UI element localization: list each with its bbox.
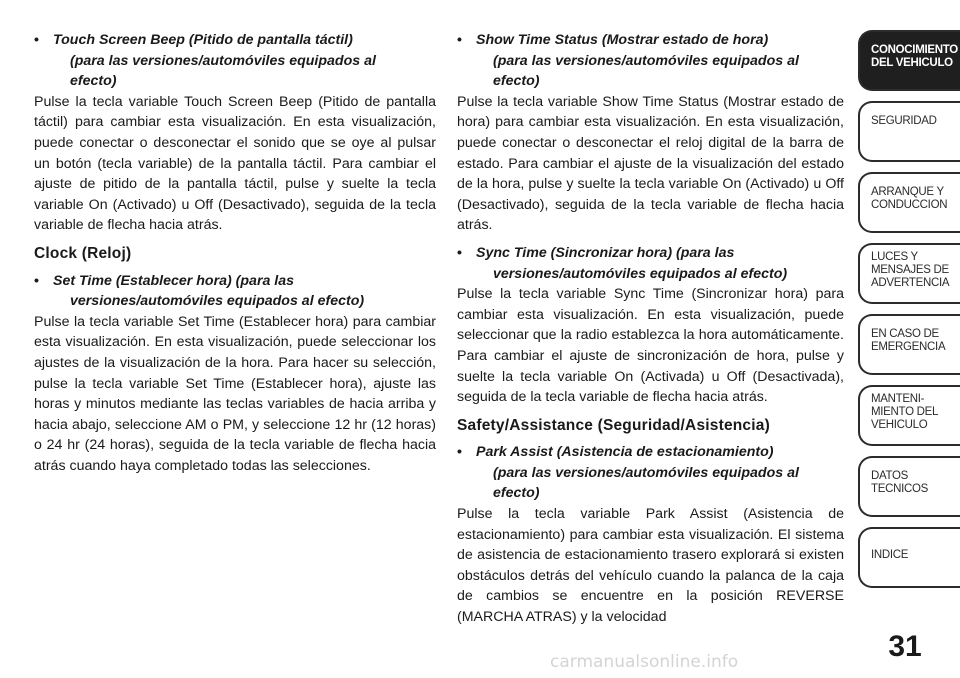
left-column [34,30,436,483]
watermark: carmanualsonline.info [550,652,739,672]
bullet-icon: • [457,32,462,48]
sync-time-item [457,243,844,408]
paragraph: Pulse la tecla variable Sync Time (Sincronizar hora) para cambiar esta visualización. En esta visualización, puede seleccionar que la radio establezca la hora automáticamente. Para cambiar el ajuste de sincronización de hora, pulse y suelte la tecla variable On (Activada) u Off (Desactivada), seguida de la tecla variable de flecha hacia atrás. [457,286,844,406]
bullet-heading: • Set Time (Establecer hora) (para las versiones/automóviles equipados al efecto) [34,272,365,310]
chapter-tabs [858,30,960,598]
paragraph: Pulse la tecla variable Touch Screen Beep (Pitido de pantalla táctil) para cambiar esta visualización. En esta visualización, puede conectar o desconectar el sonido que se oye al pulsar un botón (tecla variable) de la pantalla táctil. Para cambiar el ajuste de pitido de la pantalla táctil, pulse y suelte la tecla variable On (Activado) u Off (Desactivado), seguida de la tecla variable de flecha hacia atrás. [34,93,436,234]
tab-en-caso-de-emergencia[interactable]: EN CASO DE EMERGENCIA [858,314,960,375]
tab-arranque-y-conduccion[interactable]: ARRANQUE Y CONDUCCION [858,172,960,233]
section-heading-safety: Safety/Assistance (Seguridad/Asistencia) [457,416,770,434]
set-time-item [34,271,436,477]
bullet-heading: • Touch Screen Beep (Pitido de pantalla táctil) (para las versiones/automóviles equipados al efecto) [34,32,376,90]
tab-luces-y-mensajes[interactable]: LUCES Y MENSAJES DE ADVERTENCIA [858,243,960,304]
tab-datos-tecnicos[interactable]: DATOS TECNICOS [858,456,960,517]
paragraph: Pulse la tecla variable Park Assist (Asistencia de estacionamiento) para cambiar esta visualización. El sistema de asistencia de estacionamiento trasero explorará si existen obstáculos detrás del vehículo cuando la palanca de la caja de cambios se encuentre en la posición REVERSE (MARCHA ATRAS) y la velocidad [457,506,844,626]
section-heading-clock: Clock (Reloj) [34,244,132,262]
tab-conocimiento-del-vehiculo[interactable]: CONOCIMIENTO DEL VEHICULO [858,30,960,91]
bullet-heading: • Show Time Status (Mostrar estado de hora) (para las versiones/automóviles equipados al efecto) [457,32,799,90]
bullet-icon: • [457,444,462,461]
bullet-heading: • Park Assist (Asistencia de estacionamiento) (para las versiones/automóviles equipados al efecto) [457,444,799,502]
show-time-status-item [457,30,844,236]
park-assist-item [457,442,844,627]
tab-seguridad[interactable]: SEGURIDAD [858,101,960,162]
bullet-icon: • [34,272,39,289]
page-number: 31 [888,630,922,663]
bullet-icon: • [457,244,462,261]
paragraph: Pulse la tecla variable Show Time Status (Mostrar estado de hora) para cambiar esta visualización. En esta visualización, puede conectar o desconectar el reloj digital de la barra de estado. Para cambiar el ajuste de la visualización del estado de la hora, pulse y suelte la tecla variable On (Activado) u Off (Desactivado), seguida de la tecla variable de flecha hacia atrás. [457,93,844,234]
bullet-icon: • [34,32,39,48]
tab-indice[interactable]: INDICE [858,527,960,588]
touch-screen-beep-item [34,30,436,236]
bullet-heading: • Sync Time (Sincronizar hora) (para las versiones/automóviles equipados al efecto) [457,244,788,282]
right-column [457,30,844,635]
tab-mantenimiento[interactable]: MANTENI- MIENTO DEL VEHICULO [858,385,960,446]
paragraph: Pulse la tecla variable Set Time (Establecer hora) para cambiar esta visualización. En esta visualización, puede seleccionar los ajustes de la visualización de la hora. Para hacer su selección, pulse la tecla variable Set Time (Establecer hora), ajuste las horas y minutos mediante las teclas variables de hacia arriba y hacia abajo, seleccione AM o PM, y seleccione 12 hr (12 horas) o 24 hr (24 horas), seguida de la tecla variable de flecha hacia atrás cuando haya completado todas las selecciones. [34,313,436,474]
